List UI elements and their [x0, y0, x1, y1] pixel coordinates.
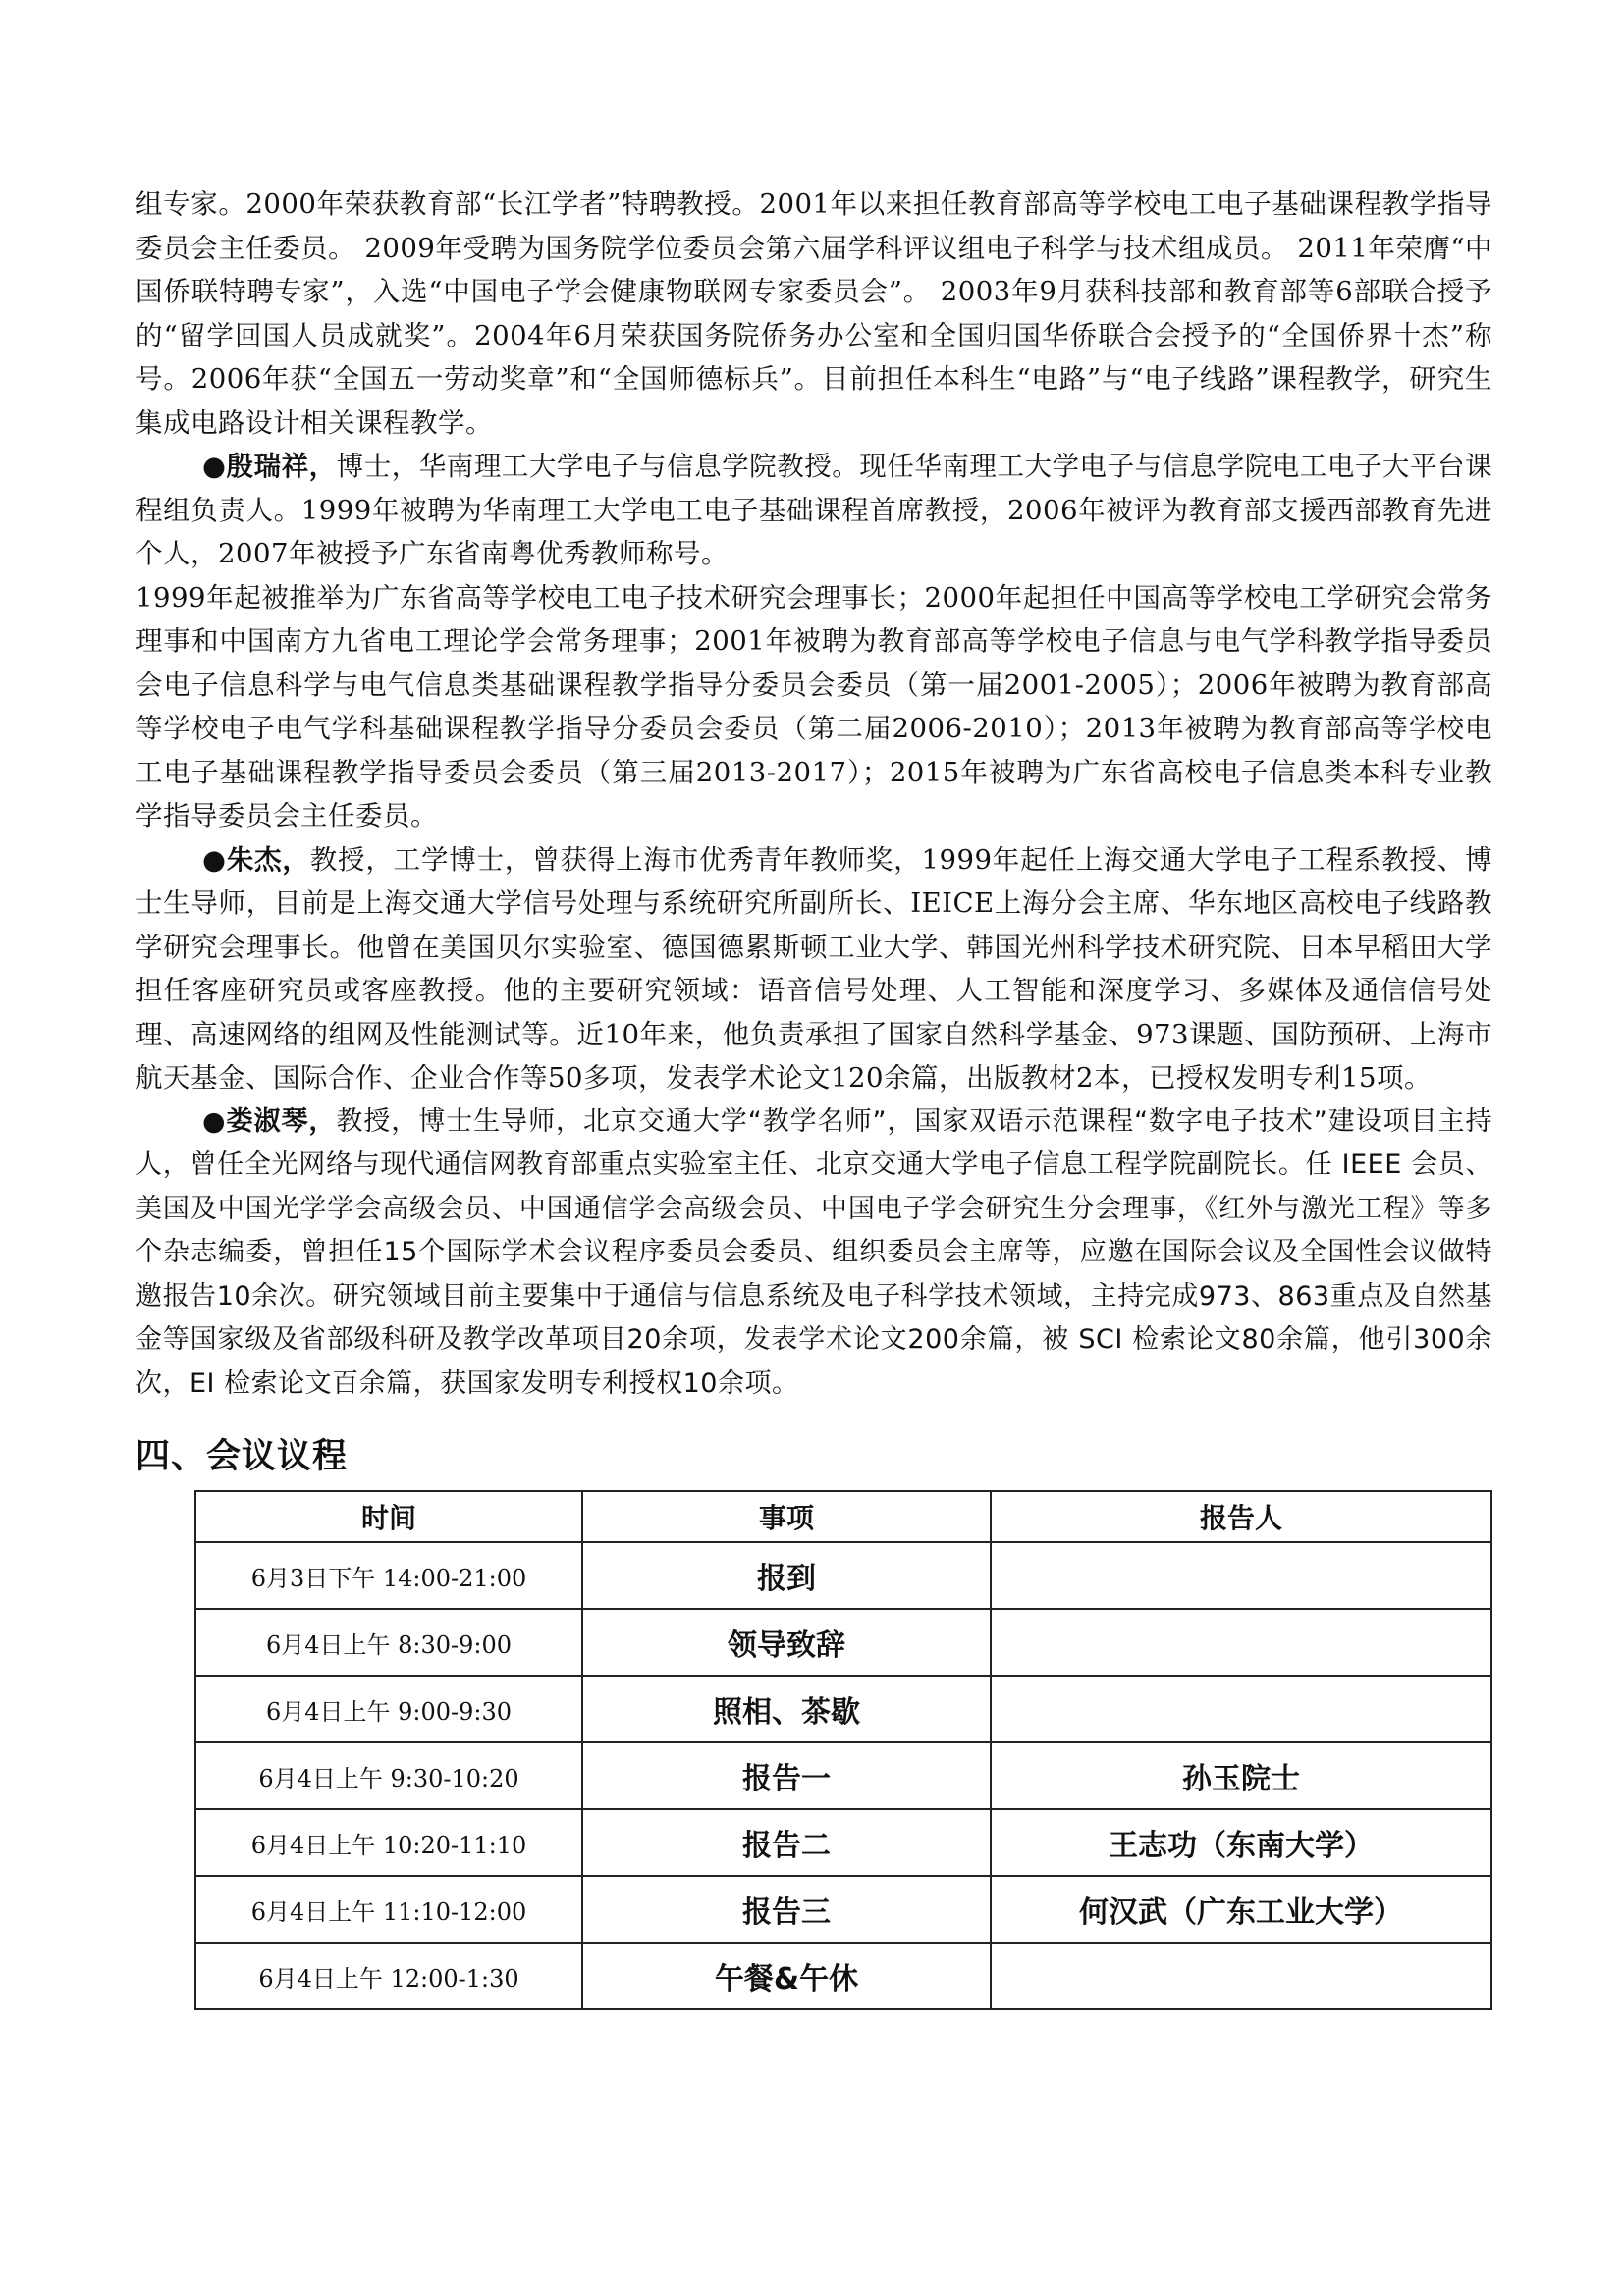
- header-item: 事项: [582, 1491, 991, 1542]
- bio-text-yin: 博士，华南理工大学电子与信息学院教授。现任华南理工大学电子与信息学院电工电子大平台课程组负责人。1999年被聘为华南理工大学电工电子基础课程首席教授，2006年被评为教育部支援西部教育先进个人，2007年被授予广东省南粤优秀教师称号。: [135, 451, 1493, 569]
- bio-yin-ruixiang-continued: 1999年起被推举为广东省高等学校电工电子技术研究会理事长；2000年起担任中国高等学校电工学研究会常务理事和中国南方九省电工理论学会常务理事；2001年被聘为教育部高等学校电子信息与电气学科教学指导委员会电子信息科学与电气信息类基础课程教学指导分委员会委员（第一届2001-2005）；2006年被聘为教育部高等学校电子电气学科基础课程教学指导分委员会委员（第二届2006-2010）；2013年被聘为教育部高等学校电工电子基础课程教学指导委员会委员（第三届2013-2017）；2015年被聘为广东省高校电子信息类本科专业教学指导委员会主任委员。: [135, 581, 1492, 831]
- cell-item: 照相、茶歇: [582, 1676, 991, 1742]
- cell-speaker: 王志功（东南大学）: [991, 1809, 1491, 1876]
- cell-time: 6月4日上午 10:20-11:10: [195, 1809, 582, 1876]
- table-row: [195, 1609, 1491, 1676]
- cell-speaker: 孙玉院士: [991, 1742, 1491, 1809]
- cell-item: 报告一: [582, 1742, 991, 1809]
- agenda-table: [194, 1490, 1492, 2010]
- bio-zhu-jie: [135, 838, 1492, 1100]
- table-row: [195, 1676, 1491, 1742]
- cell-time: 6月4日上午 11:10-12:00: [195, 1876, 582, 1943]
- cell-item: 报告三: [582, 1876, 991, 1943]
- bio-text-zhu: 教授，工学博士，曾获得上海市优秀青年教师奖，1999年起任上海交通大学电子工程系教授、博士生导师，目前是上海交通大学信号处理与系统研究所副所长、IEICE上海分会主席、华东地区高校电子线路教学研究会理事长。他曾在美国贝尔实验室、德国德累斯顿工业大学、韩国光州科学技术研究院、日本早稻田大学担任客座研究员或客座教授。他的主要研究领域：语音信号处理、人工智能和深度学习、多媒体及通信信号处理、高速网络的组网及性能测试等。近10年来，他负责承担了国家自然科学基金、973课题、国防预研、上海市航天基金、国际合作、企业合作等50多项，发表学术论文120余篇，出版教材2本，已授权发明专利15项。: [135, 843, 1493, 1094]
- bio-continuation-paragraph: 组专家。2000年荣获教育部“长江学者”特聘教授。2001年以来担任教育部高等学校电工电子基础课程教学指导委员会主任委员。 2009年受聘为国务院学位委员会第六届学科评议组电子科学与技术组成员。 2011年荣膺“中国侨联特聘专家”，入选“中国电子学会健康物联网专家委员会”。 2003年9月获科技部和教育部等6部联合授予的“留学回国人员成就奖”。2004年6月荣获国务院侨务办公室和全国归国华侨联合会授予的“全国侨界十杰”称号。2006年获“全国五一劳动奖章”和“全国师德标兵”。目前担任本科生“电路”与“电子线路”课程教学，研究生集成电路设计相关课程教学。: [135, 188, 1492, 439]
- header-speaker: 报告人: [991, 1491, 1491, 1542]
- cell-speaker: [991, 1609, 1491, 1676]
- bio-name-zhu: 朱杰，: [226, 843, 310, 876]
- cell-time: 6月4日上午 8:30-9:00: [195, 1609, 582, 1676]
- bio-name-yin: 殷瑞祥，: [226, 451, 337, 482]
- table-row: [195, 1876, 1491, 1943]
- cell-time: 6月4日上午 9:30-10:20: [195, 1742, 582, 1809]
- cell-item: 午餐&午休: [582, 1943, 991, 2009]
- bio-yin-ruixiang: [135, 445, 1492, 576]
- cell-item: 领导致辞: [582, 1609, 991, 1676]
- cell-item: 报到: [582, 1542, 991, 1609]
- agenda-header-row: [195, 1491, 1491, 1542]
- table-row: [195, 1809, 1491, 1876]
- bio-name-lou: 娄淑琴，: [226, 1105, 337, 1137]
- cell-item: 报告二: [582, 1809, 991, 1876]
- table-row: [195, 1742, 1491, 1809]
- cell-time: 6月3日下午 14:00-21:00: [195, 1542, 582, 1609]
- bio-bullet: ●: [202, 1105, 227, 1137]
- cell-speaker: [991, 1542, 1491, 1609]
- document-page: [135, 183, 1492, 2010]
- header-time: 时间: [195, 1491, 582, 1542]
- bio-text-lou: 教授，博士生导师，北京交通大学“教学名师”，国家双语示范课程“数字电子技术”建设项目主持人，曾任全光网络与现代通信网教育部重点实验室主任、北京交通大学电子信息工程学院副院长。任 IEEE 会员、美国及中国光学学会高级会员、中国通信学会高级会员、中国电子学会研究生分会理事，《红外与激光工程》等多个杂志编委，曾担任15个国际学术会议程序委员会委员、组织委员会主席等，应邀在国际会议及全国性会议做特邀报告10余次。研究领域目前主要集中于通信与信息系统及电子科学技术领域，主持完成973、863重点及自然基金等国家级及省部级科研及教学改革项目20余项，发表学术论文200余篇，被 SCI 检索论文80余篇，他引300余次，EI 检索论文百余篇，获国家发明专利授权10余项。: [135, 1105, 1493, 1399]
- cell-speaker: [991, 1943, 1491, 2009]
- bio-lou-shuqin: [135, 1100, 1492, 1407]
- cell-speaker: 何汉武（广东工业大学）: [991, 1876, 1491, 1943]
- bio-bullet: ●: [202, 451, 227, 482]
- cell-time: 6月4日上午 12:00-1:30: [195, 1943, 582, 2009]
- cell-speaker: [991, 1676, 1491, 1742]
- cell-time: 6月4日上午 9:00-9:30: [195, 1676, 582, 1742]
- table-row: [195, 1542, 1491, 1609]
- bio-bullet: ●: [202, 843, 227, 876]
- table-row: [195, 1943, 1491, 2009]
- section-title-agenda: 四、会议议程: [135, 1437, 349, 1476]
